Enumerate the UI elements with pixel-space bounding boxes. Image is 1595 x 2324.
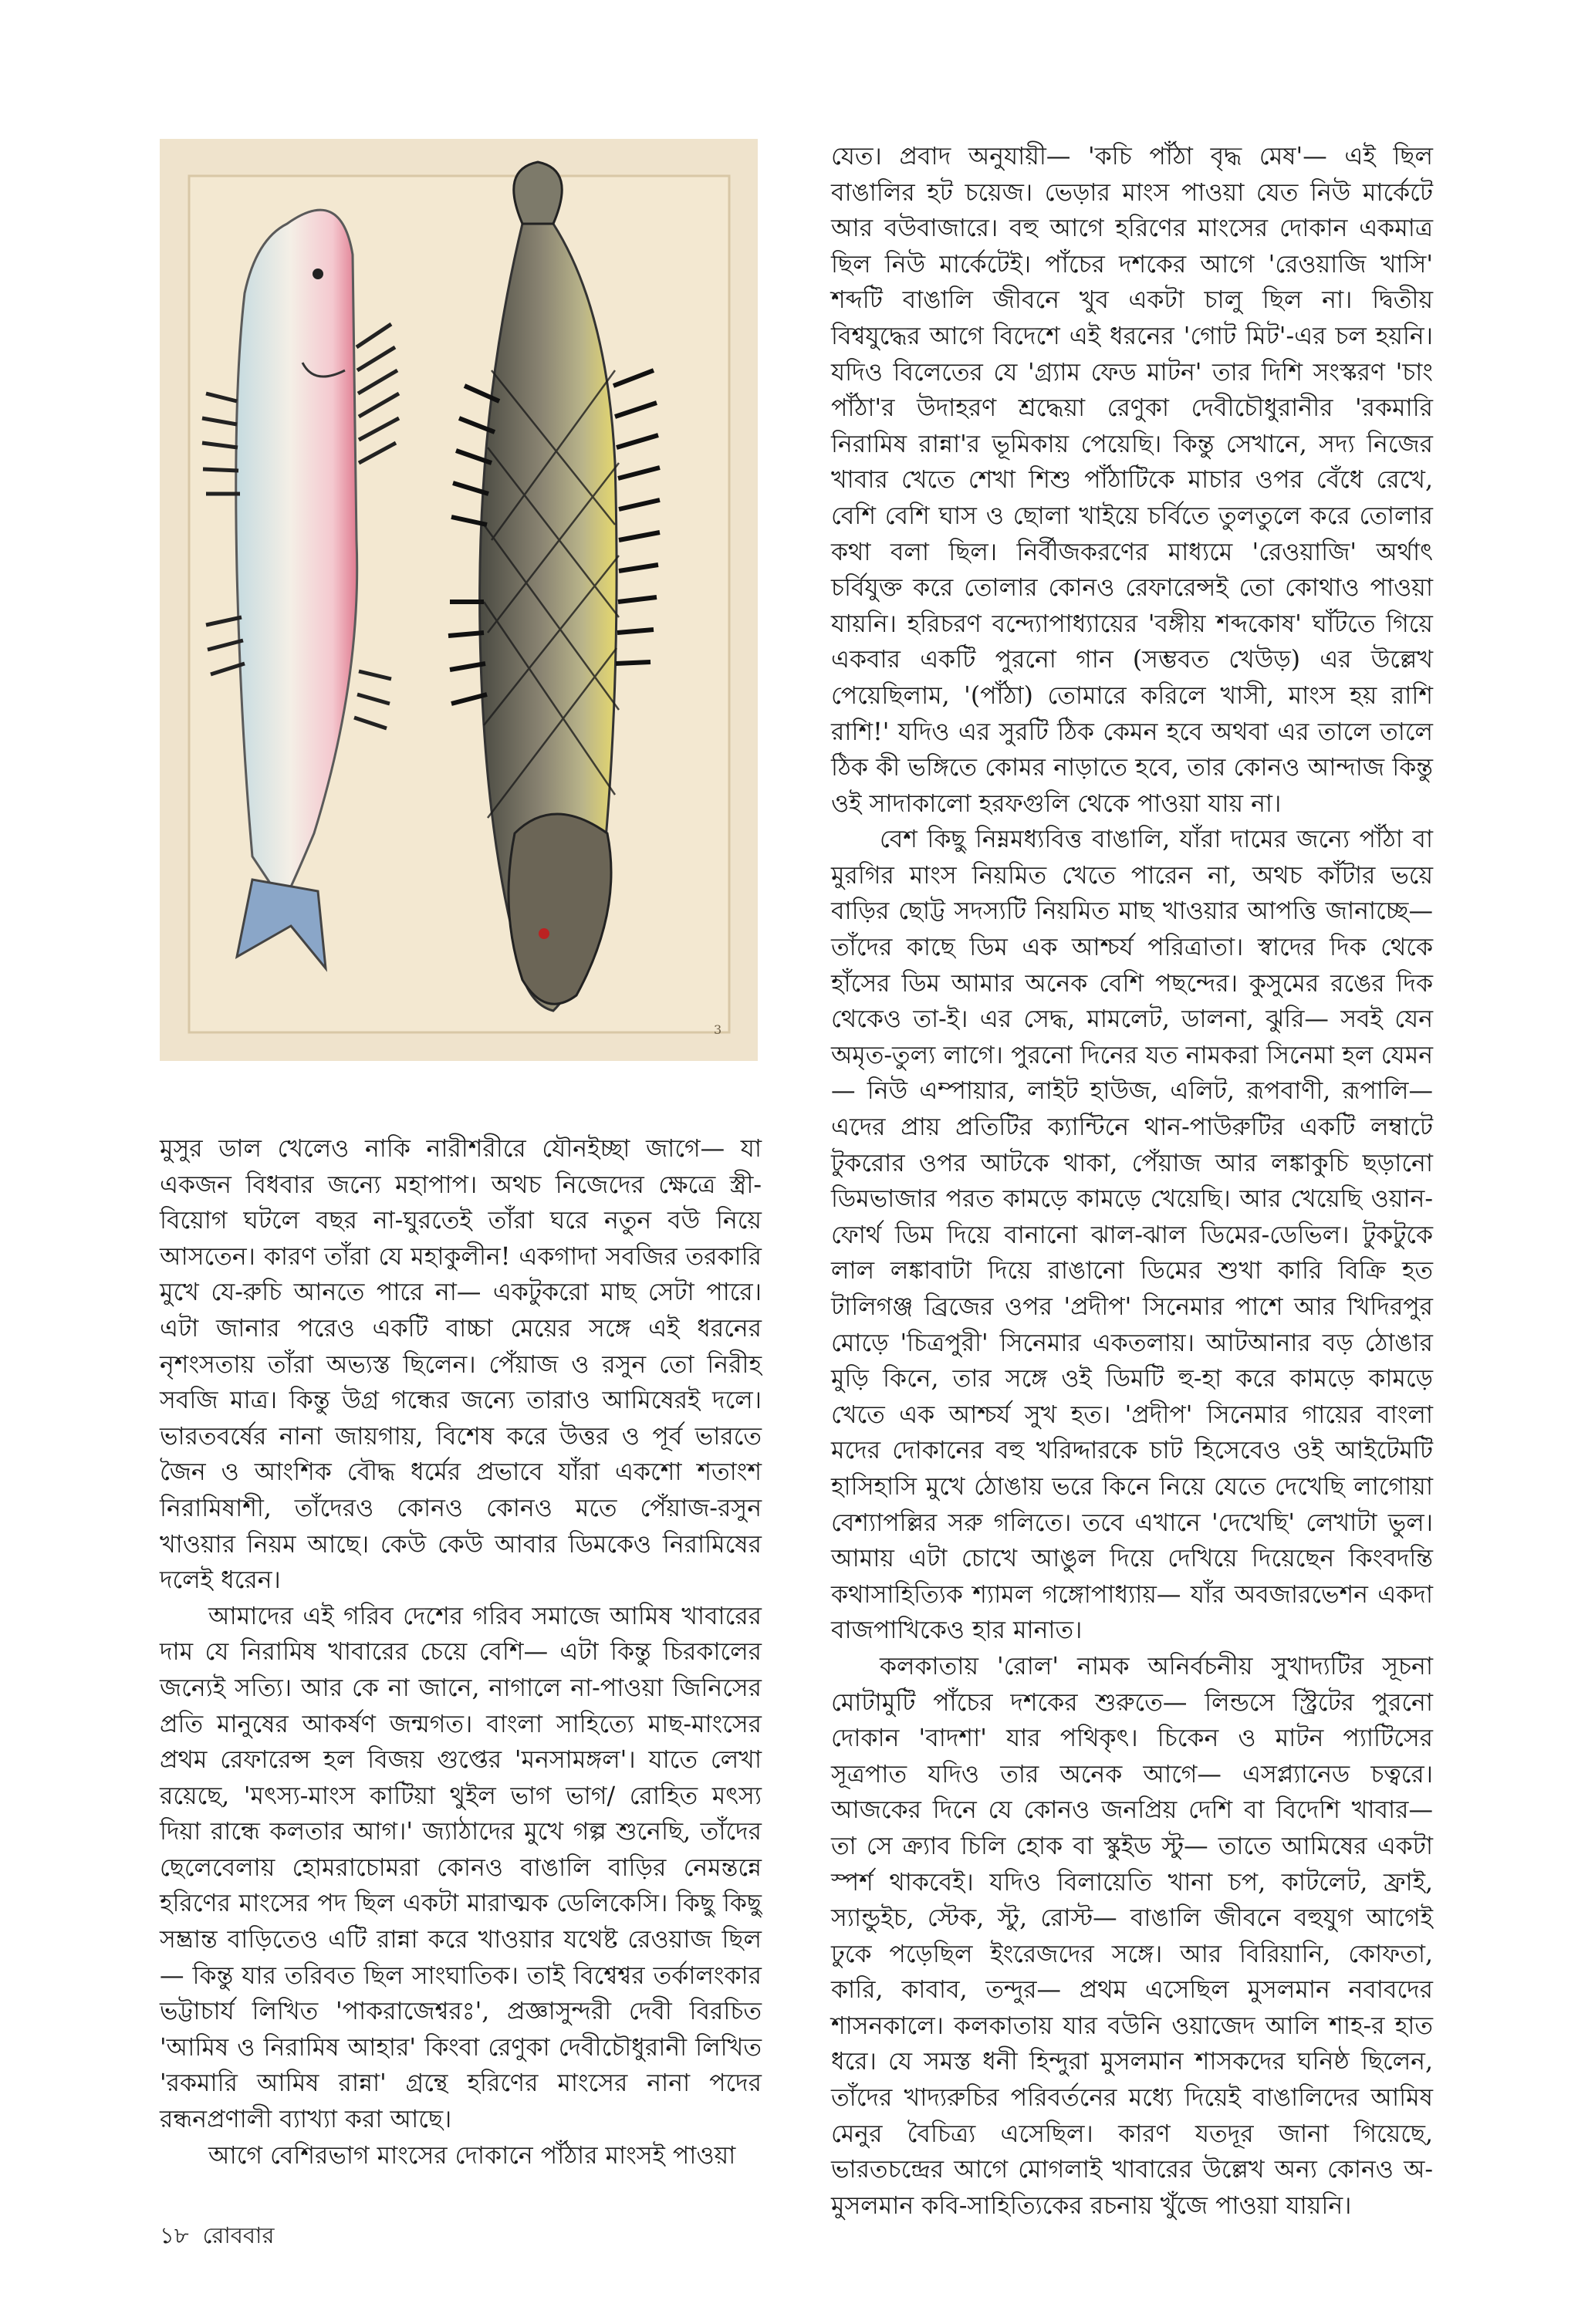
- paragraph: মুসুর ডাল খেলেও নাকি নারীশরীরে যৌনইচ্ছা জাগে— যা একজন বিধবার জন্যে মহাপাপ। অথচ নিজেদের ক্ষেত্রে স্ত্রী-বিয়োগ ঘটলে বছর না-ঘুরতেই তাঁরা ঘরে নতুন বউ নিয়ে আসতেন। কারণ তাঁরা যে মহাকুলীন! একগাদা সবজির তরকারি মুখে যে-রুচি আনতে পারে না— একটুকরো মাছ সেটা পারে। এটা জানার পরেও একটি বাচ্চা মেয়ের সঙ্গে এই ধরনের নৃশংসতায় তাঁরা অভ্যস্ত ছিলেন। পেঁয়াজ ও রসুন তো নিরীহ সবজি মাত্র। কিন্তু উগ্র গন্ধের জন্যে তারাও আমিষেরই দলে। ভারতবর্ষের নানা জায়গায়, বিশেষ করে উত্তর ও পূর্ব ভারতে জৈন ও আংশিক বৌদ্ধ ধর্মের প্রভাবে যাঁরা একশো শতাংশ নিরামিষাশী, তাঁদেরও কোনও কোনও মতে পেঁয়াজ-রসুন খাওয়ার নিয়ম আছে। কেউ কেউ আবার ডিমকেও নিরামিষের দলেই ধরেন।: [160, 1135, 762, 1595]
- paragraph: আমাদের এই গরিব দেশের গরিব সমাজে আমিষ খাবারের দাম যে নিরামিষ খাবারের চেয়ে বেশি— এটা কিন্তু চিরকালের জন্যেই সত্যি। আর কে না জানে, নাগালে না-পাওয়া জিনিসের প্রতি মানুষের আকর্ষণ জন্মগত। বাংলা সাহিত্যে মাছ-মাংসের প্রথম রেফারেন্স হল বিজয় গুপ্তের 'মনসামঙ্গল'। যাতে লেখা রয়েছে, 'মৎস্য-মাংস কাটিয়া থুইল ভাগ ভাগ/ রোহিত মৎস্য দিয়া রান্ধে কলতার আগ।' জ্যাঠাদের মুখে গল্প শুনেছি, তাঁদের ছেলেবেলায় হোমরাচোমরা কোনও বাঙালি বাড়ির নেমন্তন্নে হরিণের মাংসের পদ ছিল একটা মারাত্মক ডেলিকেসি। কিছু কিছু সম্ভ্রান্ত বাড়িতেও এটি রান্না করে খাওয়ার যথেষ্ট রেওয়াজ ছিল— কিন্তু যার তরিবত ছিল সাংঘাতিক। তাই বিশ্বেশ্বর তর্কালংকার ভট্টাচার্য লিখিত 'পাকরাজেশ্বরঃ', প্রজ্ঞাসুন্দরী দেবী বিরচিত 'আমিষ ও নিরামিষ আহার' কিংবা রেণুকা দেবীচৌধুরানী লিখিত 'রকমারি আমিষ রান্না' গ্রন্থে হরিণের মাংসের নানা পদের রন্ধনপ্রণালী ব্যাখ্যা করা আছে।: [160, 1602, 762, 2134]
- plate-number: 3: [714, 1022, 722, 1037]
- page-footer: [160, 2218, 288, 2256]
- page-number: ১৮: [160, 2222, 189, 2248]
- right-fish-eye: [539, 928, 549, 939]
- article-column-left: [160, 1131, 762, 2174]
- article-column-right: [831, 139, 1433, 2224]
- left-fish-eye: [313, 269, 323, 279]
- paragraph: আগে বেশিরভাগ মাংসের দোকানে পাঁঠার মাংসই পাওয়া: [208, 2141, 736, 2170]
- paragraph: বেশ কিছু নিম্নমধ্যবিত্ত বাঙালি, যাঁরা দামের জন্যে পাঁঠা বা মুরগির মাংস নিয়মিত খেতে পারেন না, অথচ কাঁটার ভয়ে বাড়ির ছোট্ট সদস্যটি নিয়মিত মাছ খাওয়ার আপত্তি জানাচ্ছে— তাঁদের কাছে ডিম এক আশ্চর্য পরিত্রাতা। স্বাদের দিক থেকে হাঁসের ডিম আমার অনেক বেশি পছন্দের। কুসুমের রঙের দিক থেকেও তা-ই। এর সেদ্ধ, মামলেট, ডালনা, ঝুরি— সবই যেন অমৃত-তুল্য লাগে। পুরনো দিনের যত নামকরা সিনেমা হল যেমন— নিউ এম্পায়ার, লাইট হাউজ, এলিট, রূপবাণী, রূপালি— এদের প্রায় প্রতিটির ক্যান্টিনে থান-পাউরুটির একটি লম্বাটে টুকরোর ওপর আটকে থাকা, পেঁয়াজ আর লঙ্কাকুচি ছড়ানো ডিমভাজার পরত কামড়ে কামড়ে খেয়েছি। আর খেয়েছি ওয়ান-ফোর্থ ডিম দিয়ে বানানো ঝাল-ঝাল ডিমের-ডেভিল। টুকটুকে লাল লঙ্কাবাটা দিয়ে রাঙানো ডিমের শুখা কারি বিক্রি হত টালিগঞ্জ ব্রিজের ওপর 'প্রদীপ' সিনেমার পাশে আর খিদিরপুর মোড়ে 'চিত্রপুরী' সিনেমার একতলায়। আটআনার বড় ঠোঙার মুড়ি কিনে, তার সঙ্গে ওই ডিমটি হু-হা করে কামড়ে কামড়ে খেতে এক আশ্চর্য সুখ হত। 'প্রদীপ' সিনেমার গায়ের বাংলা মদের দোকানের বহু খরিদ্দারকে চাট হিসেবেও ওই আইটেমটি হাসিহাসি মুখে ঠোঙায় ভরে কিনে নিয়ে যেতে দেখেছি লাগোয়া বেশ্যাপল্লির সরু গলিতে। তবে এখানে 'দেখেছি' লেখাটা ভুল। আমায় এটা চোখে আঙুল দিয়ে দেখিয়ে দিয়েছেন কিংবদন্তি কথাসাহিত্যিক শ্যামল গঙ্গোপাধ্যায়— যাঁর অবজারভেশন একদা বাজপাখিকেও হার মানাত।: [831, 826, 1433, 1645]
- fish-painting: [160, 139, 758, 1061]
- magazine-name: রোববার: [202, 2222, 275, 2248]
- paragraph: কলকাতায় 'রোল' নামক অনির্বচনীয় সুখাদ্যটির সূচনা মোটামুটি পাঁচের দশকের শুরুতে— লিন্ডসে স্ট্রিটের পুরনো দোকান 'বাদশা' যার পথিকৃৎ। চিকেন ও মাটন প্যাটিসের সূত্রপাত যদিও তার অনেক আগে— এসপ্ল্যানেড চত্বরে। আজকের দিনে যে কোনও জনপ্রিয় দেশি বা বিদেশি খাবার— তা সে ক্র্যাব চিলি হোক বা স্কুইড স্টু— তাতে আমিষের একটা স্পর্শ থাকবেই। যদিও বিলায়েতি খানা চপ, কাটলেট, ফ্রাই, স্যান্ডুইচ, স্টেক, স্টু, রোস্ট— বাঙালি জীবনে বহুযুগ আগেই ঢুকে পড়েছিল ইংরেজদের সঙ্গে। আর বিরিয়ানি, কোফতা, কারি, কাবাব, তন্দুর— প্রথম এসেছিল মুসলমান নবাবদের শাসনকালে। কলকাতায় যার বউনি ওয়াজেদ আলি শাহ-র হাত ধরে। যে সমস্ত ধনী হিন্দুরা মুসলমান শাসকদের ঘনিষ্ঠ ছিলেন, তাঁদের খাদ্যরুচির পরিবর্তনের মধ্যে দিয়েই বাঙালিদের আমিষ মেনুর বৈচিত্র্য এসেছিল। কারণ যতদূর জানা গিয়েছে, ভারতচন্দ্রের আগে মোগলাই খাবারের উল্লেখ অন্য কোনও অ-মুসলমান কবি-সাহিত্যিকের রচনায় খুঁজে পাওয়া যায়নি।: [831, 1652, 1433, 2220]
- paragraph: যেত। প্রবাদ অনুযায়ী— 'কচি পাঁঠা বৃদ্ধ মেষ'— এই ছিল বাঙালির হট চয়েজ। ভেড়ার মাংস পাওয়া যেত নিউ মার্কেটে আর বউবাজারে। বহু আগে হরিণের মাংসের দোকান একমাত্র ছিল নিউ মার্কেটেই। পাঁচের দশকের আগে 'রেওয়াজি খাসি' শব্দটি বাঙালি জীবনে খুব একটা চালু ছিল না। দ্বিতীয় বিশ্বযুদ্ধের আগে বিদেশে এই ধরনের 'গোট মিট'-এর চল হয়নি। যদিও বিলেতের যে 'গ্র্যাম ফেড মাটন' তার দিশি সংস্করণ 'চাং পাঁঠা'র উদাহরণ শ্রদ্ধেয়া রেণুকা দেবীচৌধুরানীর 'রকমারি নিরামিষ রান্না'র ভূমিকায় পেয়েছি। কিন্তু সেখানে, সদ্য নিজের খাবার খেতে শেখা শিশু পাঁঠাটিকে মাচার ওপর বেঁধে রেখে, বেশি বেশি ঘাস ও ছোলা খাইয়ে চর্বিতে তুলতুলে করে তোলার কথা বলা ছিল। নির্বীজকরণের মাধ্যমে 'রেওয়াজি' অর্থাৎ চর্বিযুক্ত করে তোলার কোনও রেফারেন্সই তো কোথাও পাওয়া যায়নি। হরিচরণ বন্দ্যোপাধ্যায়ের 'বঙ্গীয় শব্দকোষ' ঘাঁটতে গিয়ে একবার একটি পুরনো গান (সম্ভবত খেউড়) এর উল্লেখ পেয়েছিলাম, '(পাঁঠা) তোমারে করিলে খাসী, মাংস হয় রাশি রাশি!' যদিও এর সুরটি ঠিক কেমন হবে অথবা এর তালে তালে ঠিক কী ভঙ্গিতে কোমর নাড়াতে হবে, তার কোনও আন্দাজ কিন্তু ওই সাদাকালো হরফগুলি থেকে পাওয়া যায় না।: [831, 143, 1433, 818]
- fish-painting-svg: [160, 139, 758, 1061]
